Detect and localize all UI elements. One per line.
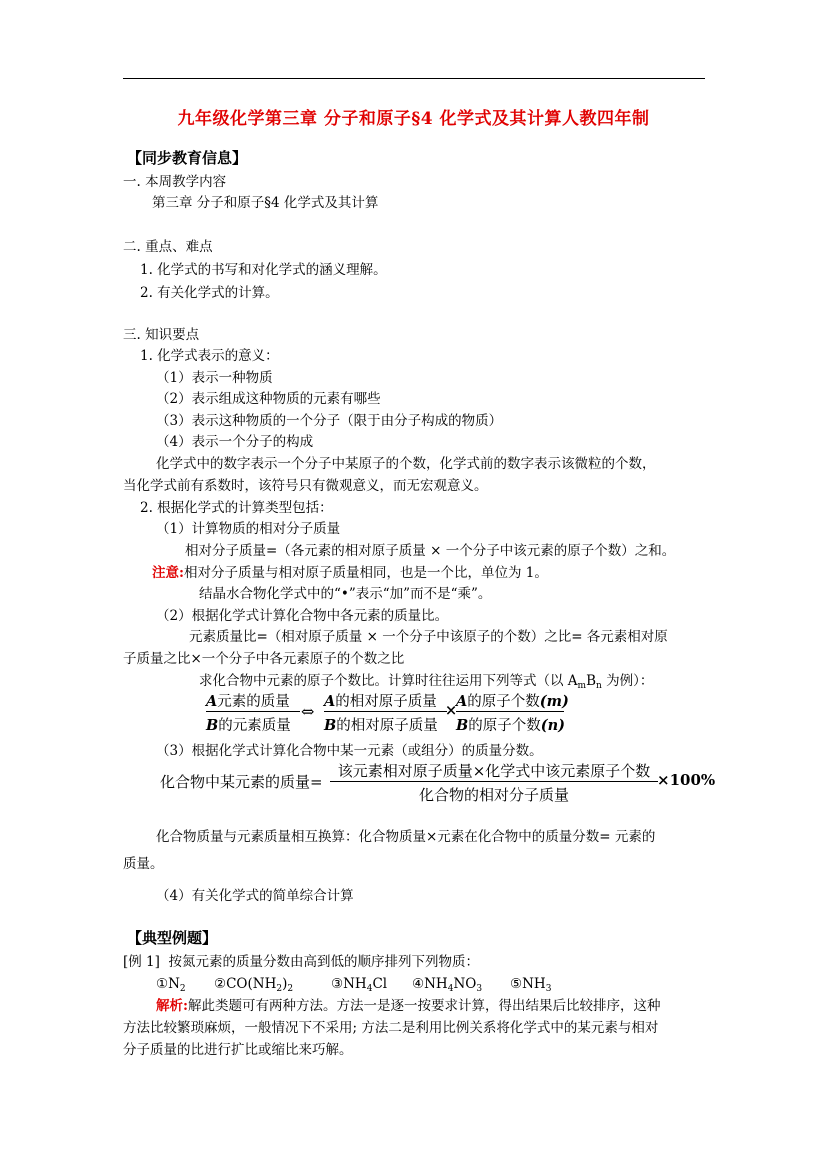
- option: $④NH_4NO_3$: [412, 976, 483, 994]
- page-title: 九年级化学第三章 分子和原子§4 化学式及其计算人教四年制: [177, 109, 650, 129]
- note: [152, 564, 548, 582]
- fraction-2-numerator: A的相对原子质量: [324, 693, 437, 710]
- knowledge-1-paragraph: 当化学式前有系数时，该符号只有微观意义，而无宏观意义。: [123, 478, 488, 494]
- fraction-bar: [330, 781, 658, 782]
- calc-2-text: [199, 672, 653, 690]
- equation-lhs: 化合物中某元素的质量=: [160, 773, 323, 791]
- note-text-2: 结晶水合物化学式中的“•”表示“加”而不是“乘”。: [199, 586, 492, 602]
- fraction-1-numerator: A元素的质量: [206, 693, 290, 710]
- knowledge-1-item: （2）表示组成这种物质的元素有哪些: [156, 391, 381, 407]
- calc-2-text-part: B: [586, 673, 597, 689]
- option: $②CO(NH_2)_2$: [214, 976, 294, 994]
- examples-heading: 【典型例题】: [127, 929, 218, 947]
- section-2-item: 2. 有关化学式的计算。: [140, 285, 279, 301]
- note-text: 相对分子质量与相对原子质量相同，也是一个比，单位为 1。: [183, 565, 548, 581]
- fraction-1-denominator: B的元素质量: [206, 717, 291, 734]
- analysis-text: 方法比较繁琐麻烦，一般情况下不采用; 方法二是利用比例关系将化学式中的某元素与相对: [123, 1020, 659, 1036]
- analysis-label: 解析:: [156, 998, 188, 1014]
- equivalence-arrow: ⇔: [301, 702, 315, 721]
- conversion-text: 化合物质量与元素质量相互换算：化合物质量×元素在化合物中的质量分数= 元素的: [156, 829, 656, 845]
- option: $③NH_4Cl$: [331, 976, 388, 994]
- section-2-heading: 二. 重点、难点: [123, 239, 213, 255]
- calc-1-heading: （1）计算物质的相对分子质量: [156, 521, 341, 537]
- knowledge-1-item: （4）表示一个分子的构成: [156, 434, 314, 450]
- conversion-text: 质量。: [123, 856, 164, 872]
- calc-2-text: 子质量之比×一个分子中各元素原子的个数之比: [123, 651, 405, 667]
- calc-3-heading: （3）根据化学式计算化合物中某一元素（或组分）的质量分数。: [156, 743, 543, 759]
- calc-2-text-part: 求化合物中元素的原子个数比。计算时往往运用下列等式（以 A: [199, 673, 578, 689]
- fraction-2-denominator: B的相对原子质量: [324, 717, 438, 734]
- option: $⑤NH_3$: [510, 976, 552, 994]
- calc-2-heading: （2）根据化学式计算化合物中各元素的质量比。: [156, 608, 449, 624]
- equation-denominator: 化合物的相对分子质量: [418, 786, 569, 804]
- subscript: m: [577, 681, 587, 691]
- example-text: 按氮元素的质量分数由高到低的顺序排列下列物质：: [168, 954, 480, 970]
- knowledge-1-item: （1）表示一种物质: [156, 370, 273, 386]
- knowledge-1-item: （3）表示这种物质的一个分子（限于由分子构成的物质）: [156, 413, 503, 429]
- note-label: 注意:: [152, 565, 184, 581]
- fraction-3-numerator: A的原子个数(m): [456, 693, 569, 710]
- times-sign: ×: [445, 702, 458, 719]
- calc-1-formula: 相对分子质量=（各元素的相对原子质量 × 一个分子中该元素的原子个数）之和。: [185, 543, 676, 559]
- knowledge-1-paragraph: 化学式中的数字表示一个分子中某原子的个数，化学式前的数字表示该微粒的个数，: [156, 456, 656, 472]
- sync-info-heading: 【同步教育信息】: [127, 149, 248, 167]
- section-1-content: 第三章 分子和原子§4 化学式及其计算: [152, 195, 379, 211]
- equation-numerator: 该元素相对原子质量×化学式中该元素原子个数: [337, 762, 651, 780]
- fraction-bar: [206, 711, 300, 712]
- section-1-heading: 一. 本周教学内容: [123, 174, 227, 190]
- section-3-heading: 三. 知识要点: [123, 327, 200, 343]
- knowledge-1-heading: 1. 化学式表示的意义：: [140, 348, 279, 364]
- calc-2-text-part: 为例）：: [601, 673, 654, 689]
- analysis-text: 解此类题可有两种方法。方法一是逐一按要求计算，得出结果后比较排序，这种: [187, 998, 661, 1014]
- calc-4-heading: （4）有关化学式的简单综合计算: [156, 888, 354, 904]
- ratio-equation: [206, 690, 569, 738]
- option: $①N_2$: [156, 976, 186, 994]
- fraction-3-denominator: B的原子个数(n): [456, 717, 566, 734]
- calc-2-text: 元素质量比=（相对原子质量 × 一个分子中该原子的个数）之比= 各元素相对原: [189, 629, 668, 645]
- example-1-question: [123, 953, 479, 971]
- section-2-item: 1. 化学式的书写和对化学式的涵义理解。: [140, 262, 387, 278]
- mass-fraction-equation: [160, 760, 716, 806]
- fraction-bar: [456, 711, 564, 712]
- knowledge-2-heading: 2. 根据化学式的计算类型包括：: [140, 500, 333, 516]
- example-label: [例 1]: [123, 954, 160, 970]
- top-rule: [123, 78, 705, 79]
- equation-tail: ×100%: [657, 771, 716, 789]
- analysis: [156, 997, 660, 1015]
- fraction-bar: [324, 711, 447, 712]
- analysis-text: 分子质量的比进行扩比或缩比来巧解。: [123, 1042, 353, 1058]
- subscript: n: [596, 681, 602, 691]
